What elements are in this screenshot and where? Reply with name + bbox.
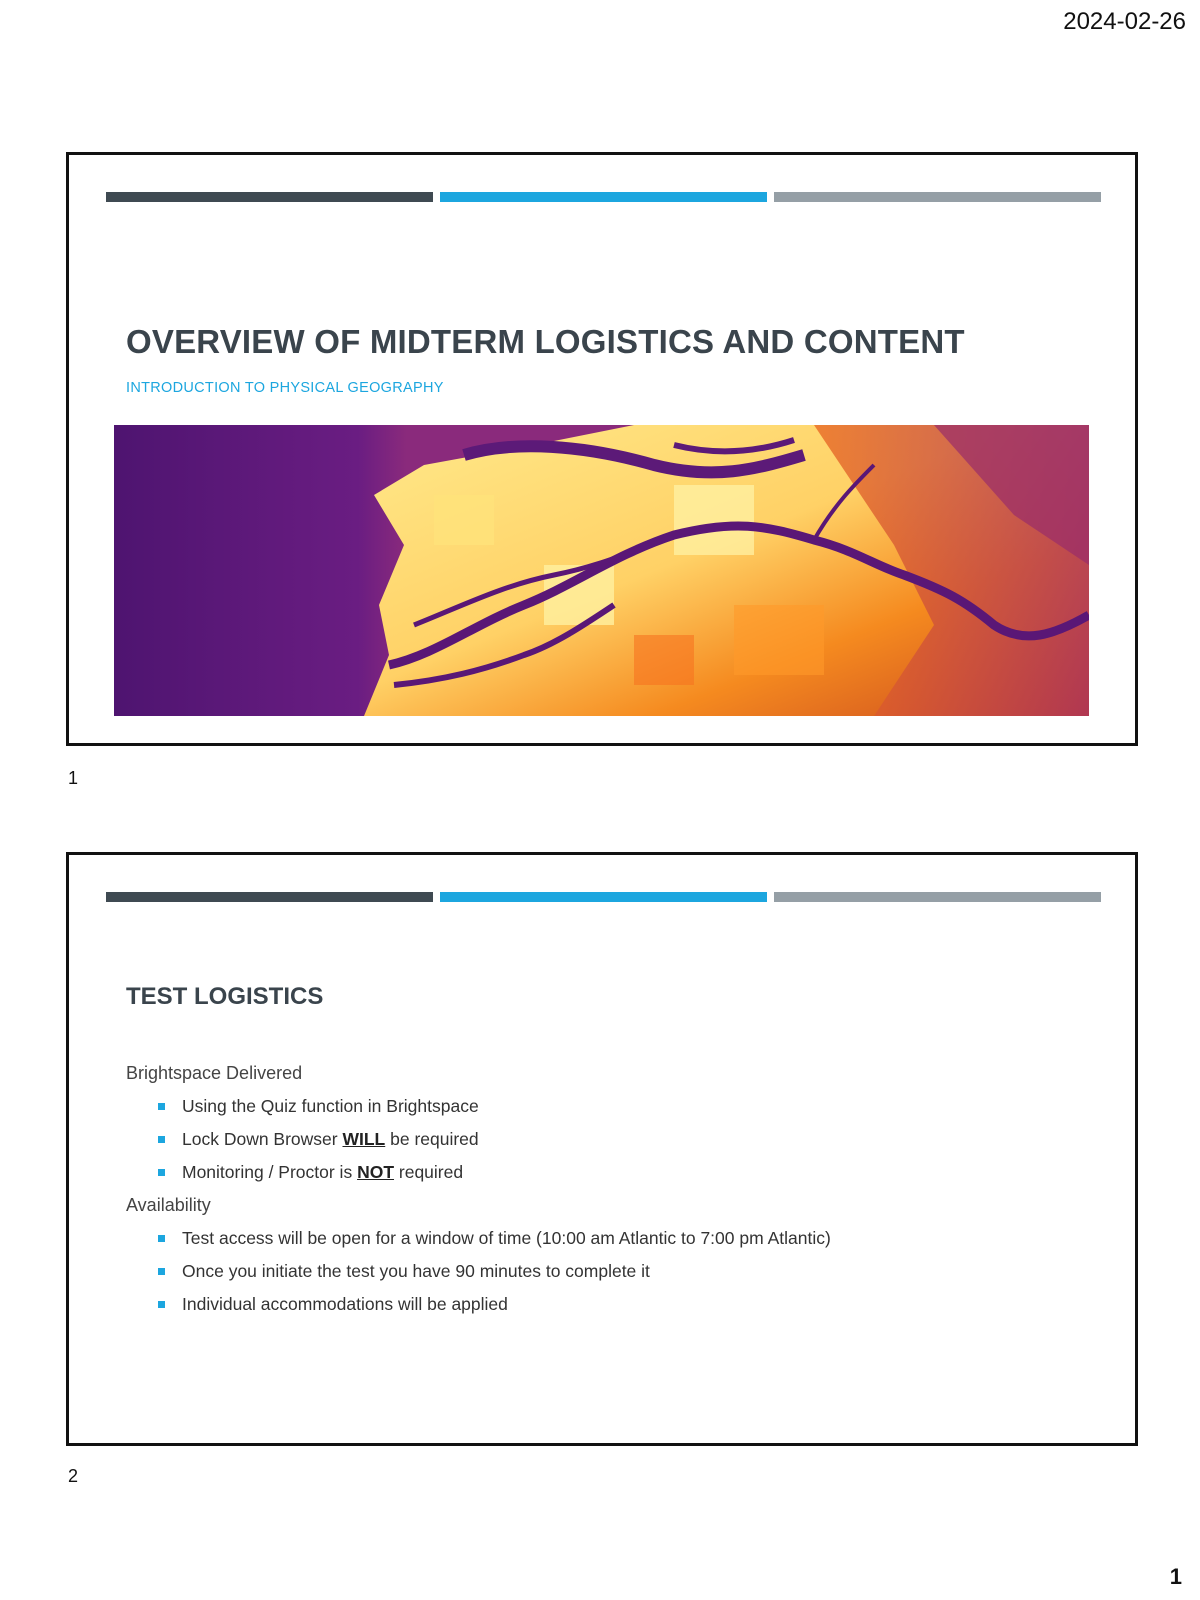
page-date: 2024-02-26 — [1063, 8, 1186, 35]
list-item-text: Individual accommodations will be applied — [182, 1294, 508, 1314]
list-item-text: Monitoring / Proctor is — [182, 1162, 358, 1182]
list-item-text: required — [394, 1162, 464, 1182]
accent-bar-blue — [440, 892, 767, 902]
list-item — [158, 1294, 831, 1315]
slide-title: TEST LOGISTICS — [126, 983, 324, 1010]
slide-title: OVERVIEW OF MIDTERM LOGISTICS AND CONTENT — [126, 323, 965, 360]
bullet-list — [126, 1228, 831, 1315]
list-item — [158, 1228, 831, 1249]
list-item — [158, 1162, 831, 1183]
slide-subtitle: INTRODUCTION TO PHYSICAL GEOGRAPHY — [126, 380, 444, 396]
accent-bars — [106, 892, 1101, 902]
accent-bars — [106, 192, 1101, 202]
slide-2 — [66, 852, 1138, 1446]
page-number: 1 — [1169, 1564, 1182, 1589]
emphasis-text: NOT — [357, 1162, 395, 1182]
list-item — [158, 1261, 831, 1282]
section-heading: Brightspace Delivered — [126, 1063, 303, 1083]
satellite-image — [114, 425, 1089, 716]
accent-bar-gray — [774, 192, 1101, 202]
list-item-text: Once you initiate the test you have 90 minutes to complete it — [182, 1261, 650, 1281]
list-item — [158, 1129, 831, 1150]
list-item — [158, 1096, 831, 1117]
list-item-text: Test access will be open for a window of time (10:00 am Atlantic to 7:00 pm Atlantic) — [182, 1228, 831, 1248]
slide-1 — [66, 152, 1138, 746]
slide-number: 2 — [68, 1466, 79, 1486]
list-item-text: Lock Down Browser — [182, 1129, 343, 1149]
accent-bar-dark — [106, 892, 433, 902]
bullet-list — [126, 1096, 831, 1183]
list-item-text: Using the Quiz function in Brightspace — [182, 1096, 479, 1116]
section-heading: Availability — [126, 1195, 211, 1215]
accent-bar-gray — [774, 892, 1101, 902]
slide-body — [126, 1063, 831, 1327]
accent-bar-dark — [106, 192, 433, 202]
list-item-text: be required — [385, 1129, 479, 1149]
slide-number: 1 — [68, 768, 79, 788]
emphasis-text: WILL — [342, 1129, 386, 1149]
accent-bar-blue — [440, 192, 767, 202]
